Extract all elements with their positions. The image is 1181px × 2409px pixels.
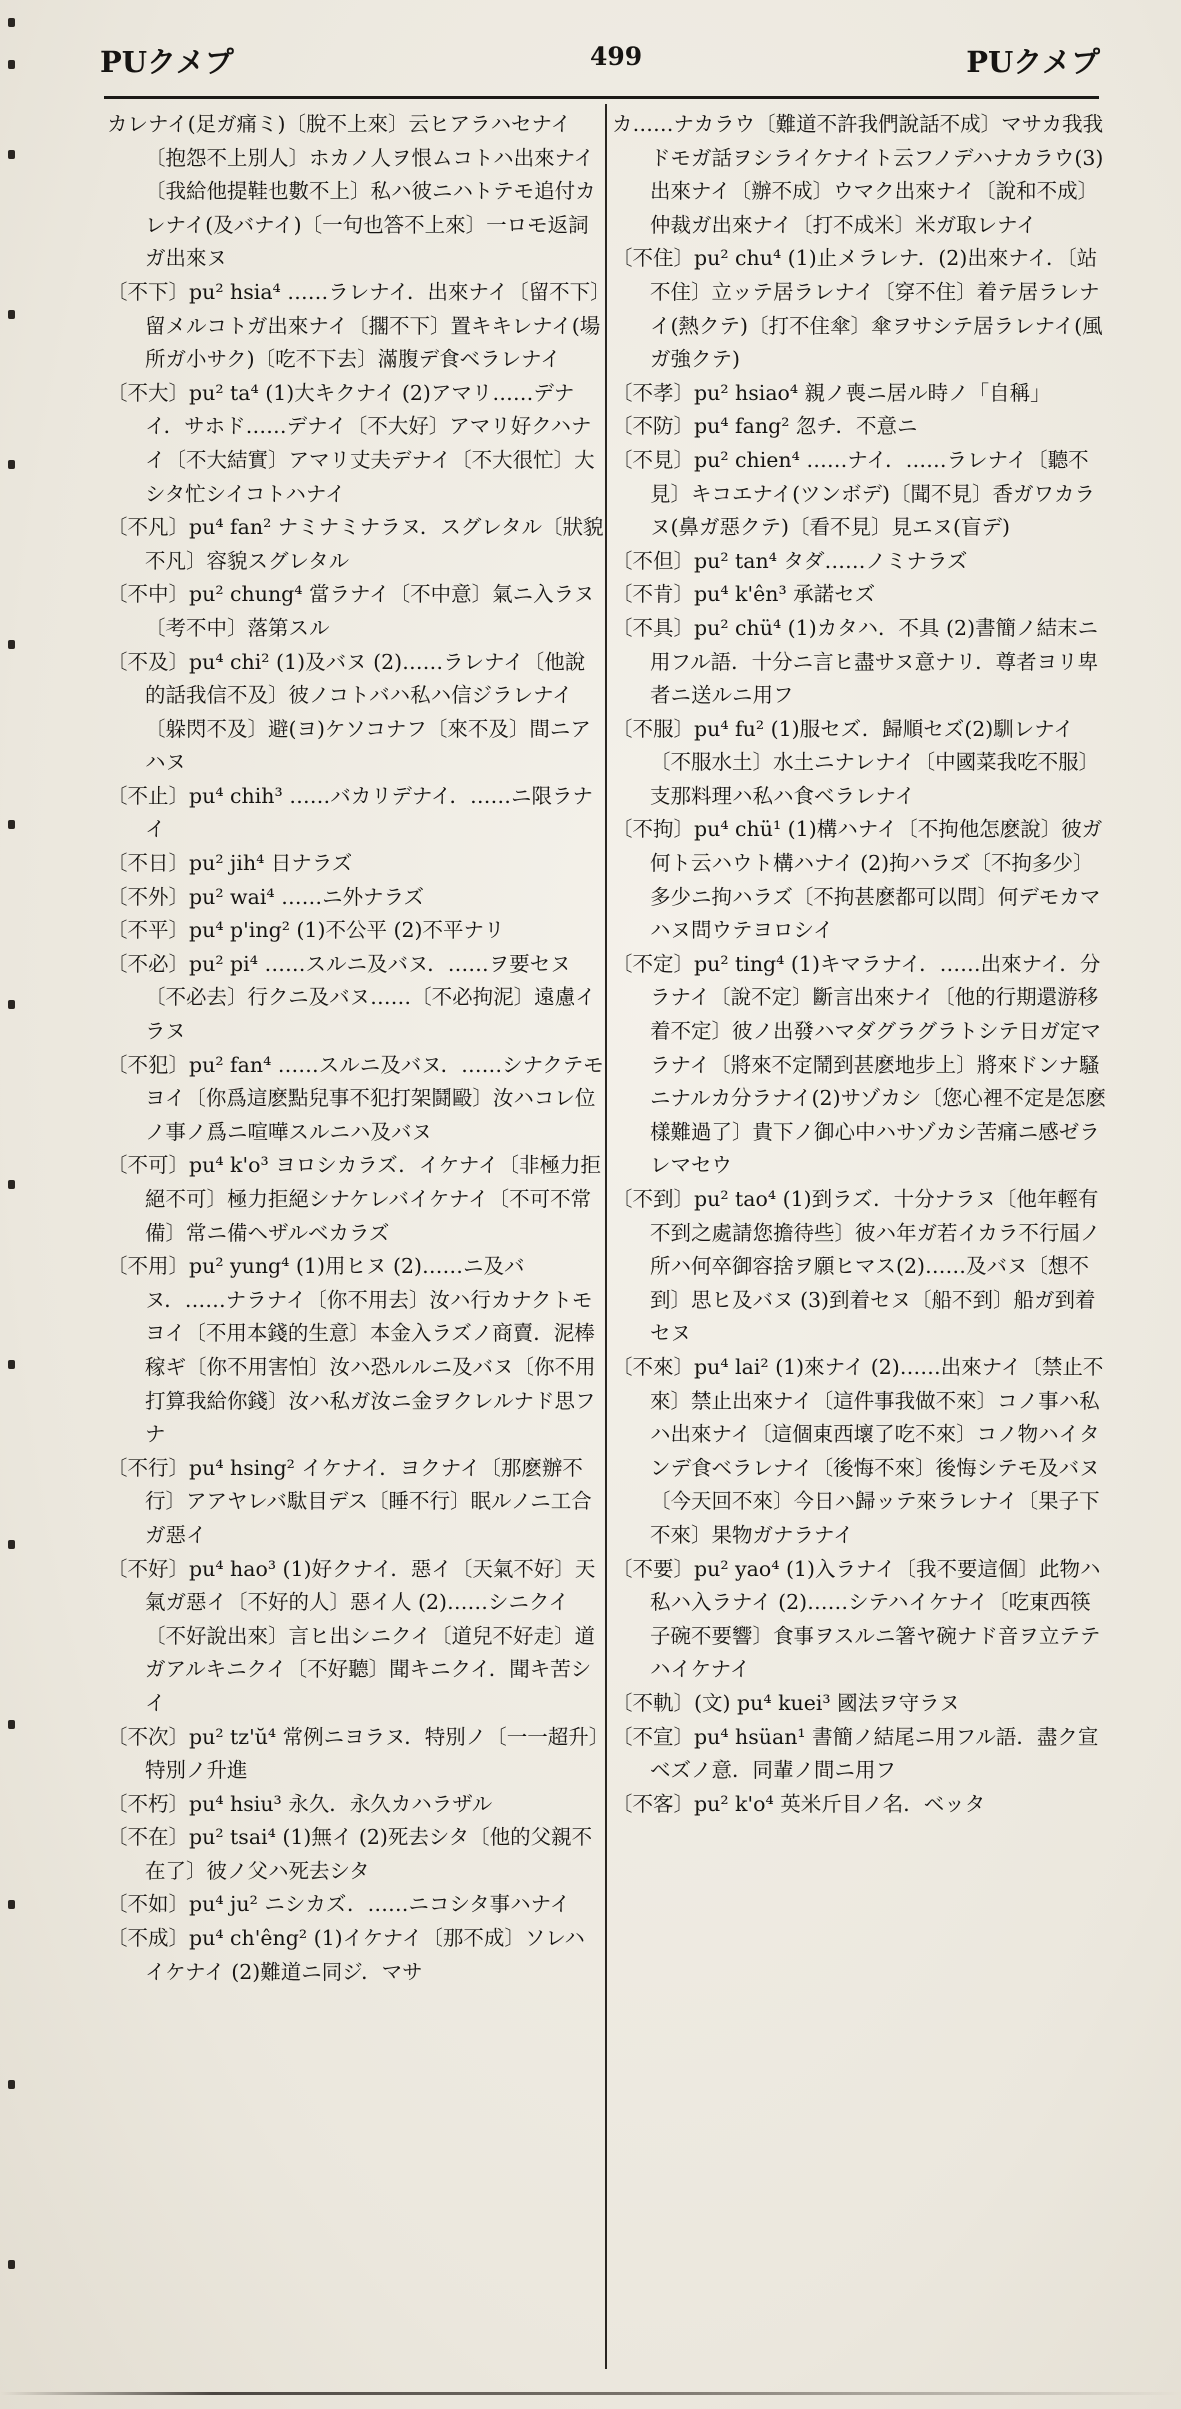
- dictionary-entry: 〔不好〕pu⁴ hao³ (1)好クナイ．惡イ〔天氣不好〕天氣ガ惡イ〔不好的人〕惡イ人 (2)……シニクイ〔不好說出來〕言ヒ出シニクイ〔道兒不好走〕道ガアルキニクイ〔不好聽〕聞キニクイ．聞キ苦シイ: [107, 1556, 596, 1715]
- dictionary-entry: 〔不要〕pu² yao⁴ (1)入ラナイ〔我不要這個〕此物ハ私ハ入ラナイ (2)……シテハイケナイ〔吃東西筷子碗不要響〕食事ヲスルニ箸ヤ碗ナド音ヲ立テテハイケナイ: [612, 1556, 1101, 1682]
- dictionary-entry: 〔不中〕pu² chung⁴ 當ラナイ〔不中意〕氣ニ入ラヌ〔考不中〕落第スル: [107, 582, 595, 640]
- bottom-scan-edge: [0, 2392, 1181, 2395]
- dictionary-entry: 〔不定〕pu² ting⁴ (1)キマラナイ．……出來ナイ．分ラナイ〔說不定〕斷言出來ナイ〔他的行期還游移着不定〕彼ノ出發ハマダグラグラトシテ日ガ定マラナイ〔將來不定鬧到甚麽地步上〕將來ドンナ騷ニナルカ分ラナイ(2)サゾカシ〔您心裡不定是怎麽樣難過了〕貴下ノ御心中ハサゾカシ苦痛ニ感ゼラレマセウ: [612, 951, 1106, 1178]
- dictionary-entry: 〔不及〕pu⁴ chi² (1)及バヌ (2)……ラレナイ〔他說的話我信不及〕彼ノコトバハ私ハ信ジラレナイ〔躲閃不及〕避(ヨ)ケソコナフ〔來不及〕間ニアハヌ: [107, 649, 591, 775]
- dictionary-entry: 〔不犯〕pu² fan⁴ ……スルニ及バヌ．……シナクテモヨイ〔你爲這麽點兒事不犯打架鬪毆〕汝ハコレ位ノ事ノ爲ニ喧嘩スルニハ及バヌ: [107, 1052, 604, 1144]
- dictionary-entry: 〔不住〕pu² chu⁴ (1)止メラレナ．(2)出來ナイ．〔站不住〕立ッテ居ラレナイ〔穿不住〕着テ居ラレナイ(熱クテ)〔打不住傘〕傘ヲサシテ居ラレナイ(風ガ強クテ): [612, 246, 1103, 372]
- dictionary-entry: 〔不用〕pu² yung⁴ (1)用ヒヌ (2)……ニ及バヌ．……ナラナイ〔你不用去〕汝ハ行カナクトモヨイ〔不用本錢的生意〕本金入ラズノ商賣．泥棒稼ギ〔你不用害怕〕汝ハ恐ルルニ及バヌ〔你不用打算我給你錢〕汝ハ私ガ汝ニ金ヲクレルナド思フナ: [107, 1254, 596, 1447]
- dictionary-entry: 〔不宣〕pu⁴ hsüan¹ 書簡ノ結尾ニ用フル語．盡ク宣ベズノ意．同輩ノ間ニ用フ: [612, 1724, 1099, 1783]
- dictionary-entry: 〔不朽〕pu⁴ hsiu³ 永久．永久カハラザル: [107, 1791, 493, 1816]
- binding-edge-marks: [0, 0, 24, 2409]
- dictionary-entry: 〔不止〕pu⁴ chih³ ……バカリデナイ．……ニ限ラナイ: [107, 783, 594, 842]
- dictionary-entry: 〔不次〕pu² tz'ŭ⁴ 常例ニヨラヌ．特別ノ〔一一超升〕特別ノ升進: [107, 1724, 599, 1783]
- dictionary-entry: 〔不可〕pu⁴ k'o³ ヨロシカラズ．イケナイ〔非極力拒絕不可〕極力拒絕シナケレバイケナイ〔不可不常備〕常ニ備ヘザルベカラズ: [107, 1153, 601, 1245]
- dictionary-entry: 〔不見〕pu² chien⁴ ……ナイ．……ラレナイ〔聽不見〕キコエナイ(ツンボデ)〔聞不見〕香ガワカラヌ(鼻ガ惡クテ)〔看不見〕見エヌ(盲デ): [612, 447, 1096, 540]
- dictionary-entry: 〔不孝〕pu² hsiao⁴ 親ノ喪ニ居ル時ノ「自稱」: [612, 380, 1051, 405]
- dictionary-entry: 〔不成〕pu⁴ ch'êng² (1)イケナイ〔那不成〕ソレハイケナイ (2)難道ニ同ジ．マサ: [107, 1926, 585, 1984]
- dictionary-entry: 〔不服〕pu⁴ fu² (1)服セズ．歸順セズ(2)馴レナイ〔不服水土〕水土ニナレナイ〔中國菜我吃不服〕支那料理ハ私ハ食ベラレナイ: [612, 716, 1100, 808]
- right-column: [612, 108, 1110, 2373]
- dictionary-entry: 〔不在〕pu² tsai⁴ (1)無イ (2)死去シタ〔他的父親不在了〕彼ノ父ハ死去シタ: [107, 1825, 593, 1883]
- dictionary-entry: 〔不必〕pu² pi⁴ ……スルニ及バヌ．……ヲ要セヌ〔不必去〕行クニ及バヌ……〔不必拘泥〕遠慮イラヌ: [107, 951, 596, 1044]
- dictionary-entry: 〔不具〕pu² chü⁴ (1)カタハ．不具 (2)書簡ノ結末ニ用フル語．十分ニ言ヒ盡サヌ意ナリ．尊者ヨリ卑者ニ送ルニ用フ: [612, 615, 1099, 708]
- left-column: [107, 108, 605, 2373]
- dictionary-entry: 〔不肯〕pu⁴ k'ên³ 承諾セズ: [612, 582, 876, 607]
- dictionary-entry: 〔不日〕pu² jih⁴ 日ナラズ: [107, 851, 353, 876]
- dictionary-entry: カレナイ(足ガ痛ミ)〔脫不上來〕云ヒアラハセナイ〔抱怨不上別人〕ホカノ人ヲ恨ムコトハ出來ナイ〔我給他提鞋也數不上〕私ハ彼ニハトテモ追付カレナイ(及バナイ)〔一句也答不上來〕一ロモ返詞ガ出來ヌ: [107, 112, 596, 271]
- page-header: [100, 40, 1100, 90]
- dictionary-entry: カ……ナカラウ〔難道不許我們說話不成〕マサカ我我ドモガ話ヲシライケナイト云フノデハナカラウ(3)出來ナイ〔辦不成〕ウマク出來ナイ〔說和不成〕仲裁ガ出來ナイ〔打不成米〕米ガ取レナイ: [612, 112, 1104, 237]
- dictionary-entry: 〔不到〕pu² tao⁴ (1)到ラズ．十分ナラヌ〔他年輕有不到之處請您擔待些〕彼ハ年ガ若イカラ不行屆ノ所ハ何卒御容捨ヲ願ヒマス(2)……及バヌ〔想不到〕思ヒ及バヌ (3)到着セヌ〔船不到〕船ガ到着セヌ: [612, 1187, 1101, 1346]
- dictionary-entry: 〔不凡〕pu⁴ fan² ナミナミナラヌ．スグレタル〔狀貌不凡〕容貌スグレタル: [107, 515, 604, 573]
- dictionary-entry: 〔不防〕pu⁴ fang² 忽チ．不意ニ: [612, 414, 918, 439]
- page-number: 499: [590, 42, 643, 71]
- dictionary-entry: 〔不但〕pu² tan⁴ タダ……ノミナラズ: [612, 548, 968, 573]
- running-head-left: PUクメプ: [100, 45, 234, 79]
- dictionary-entry: 〔不大〕pu² ta⁴ (1)大キクナイ (2)アマリ……デナイ．サホド……デナイ〔不大好〕アマリ好クハナイ〔不大結實〕アマリ丈夫デナイ〔不大很忙〕大シタ忙シイコトハナイ: [107, 380, 595, 506]
- dictionary-entry: 〔不下〕pu² hsia⁴ ……ラレナイ．出來ナイ〔留不下〕留メルコトガ出來ナイ〔擱不下〕置キキレナイ(場所ガ小サク)〔吃不下去〕滿腹デ食ベラレナイ: [107, 279, 601, 372]
- running-head-right: PUクメプ: [966, 45, 1100, 79]
- dictionary-entry: 〔不平〕pu⁴ p'ing² (1)不公平 (2)不平ナリ: [107, 918, 505, 943]
- header-rule: [104, 96, 1099, 99]
- dictionary-entry: 〔不拘〕pu⁴ chü¹ (1)構ハナイ〔不拘他怎麽說〕彼ガ何ト云ハウト構ハナイ (2)拘ハラズ〔不拘多少〕多少ニ拘ハラズ〔不拘甚麽都可以問〕何デモカマハヌ問ウテヨロシイ: [612, 817, 1103, 943]
- dictionary-entry: 〔不客〕pu² k'o⁴ 英米斤目ノ名．ベッタ: [612, 1791, 986, 1816]
- dictionary-entry: 〔不行〕pu⁴ hsing² イケナイ．ヨクナイ〔那麽辦不行〕アアヤレバ駄目デス〔睡不行〕眠ルノニ工合ガ惡イ: [107, 1455, 592, 1547]
- dictionary-entry: 〔不軌〕(文) pu⁴ kuei³ 國法ヲ守ラヌ: [612, 1690, 960, 1715]
- dictionary-entry: 〔不如〕pu⁴ ju² ニシカズ．……ニコシタ事ハナイ: [107, 1892, 571, 1917]
- column-divider: [605, 104, 607, 2369]
- dictionary-entry: 〔不外〕pu² wai⁴ ……ニ外ナラズ: [107, 884, 425, 909]
- dictionary-entry: 〔不來〕pu⁴ lai² (1)來ナイ (2)……出來ナイ〔禁止不來〕禁止出來ナイ〔這件事我做不來〕コノ事ハ私ハ出來ナイ〔這個東西壞了吃不來〕コノ物ハイタンデ食ベラレナイ〔後悔不來〕後悔シテモ及バヌ〔今天回不來〕今日ハ歸ッテ來ラレナイ〔果子下不來〕果物ガナラナイ: [612, 1354, 1104, 1547]
